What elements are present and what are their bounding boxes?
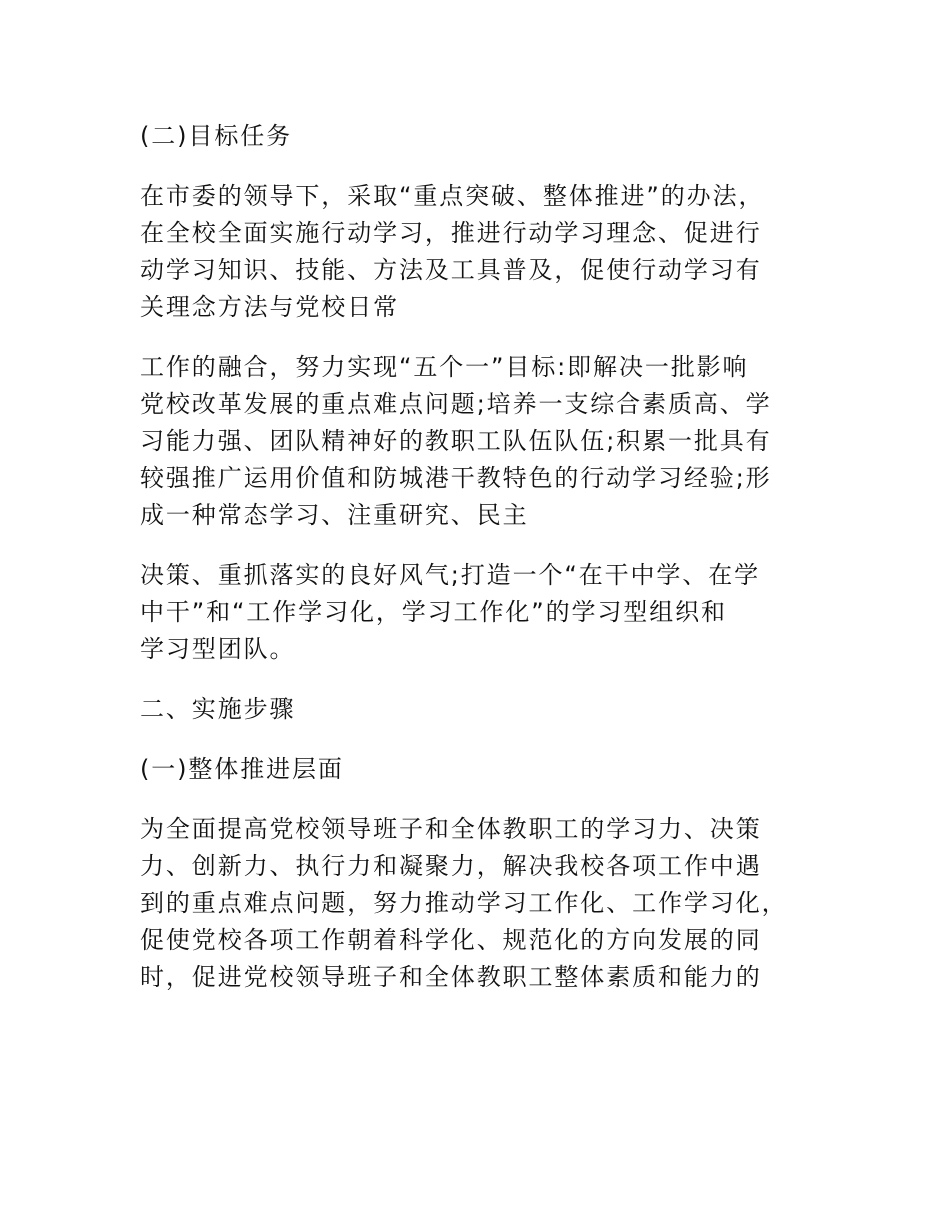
text-line: 关理念方法与党校日常 <box>140 293 399 321</box>
text-line: 成一种常态学习、注重研究、民主 <box>140 501 529 529</box>
section-heading-overall <box>140 751 830 788</box>
text-line: 较强推广运用价值和防城港干教特色的行动学习经验;形 <box>140 464 772 492</box>
text-line: 工作的融合，努力实现“五个一”目标:即解决一批影响 <box>140 353 749 381</box>
text-line: 动学习知识、技能、方法及工具普及，促使行动学习有 <box>140 256 762 284</box>
text-line: 在全校全面实施行动学习，推进行动学习理念、促进行 <box>140 219 762 247</box>
text-line: (一)整体推进层面 <box>140 755 344 783</box>
paragraph <box>140 811 830 996</box>
paragraph <box>140 349 830 534</box>
paragraph <box>140 557 830 668</box>
text-line: 时，促进党校领导班子和全体教职工整体素质和能力的 <box>140 963 762 991</box>
text-line: 在市委的领导下，采取“重点突破、整体推进”的办法， <box>140 182 765 210</box>
document-page <box>140 118 830 1019</box>
text-line: 二、实施步骤 <box>140 695 296 723</box>
text-line: 学习型团队。 <box>140 635 296 663</box>
text-line: 力、创新力、执行力和凝聚力，解决我校各项工作中遇 <box>140 852 762 880</box>
text-line: (二)目标任务 <box>140 122 293 150</box>
paragraph <box>140 178 830 326</box>
section-heading-steps <box>140 691 830 728</box>
section-heading-goals <box>140 118 830 155</box>
text-line: 决策、重抓落实的良好风气;打造一个“在干中学、在学 <box>140 561 761 589</box>
text-line: 习能力强、团队精神好的教职工队伍队伍;积累一批具有 <box>140 427 772 455</box>
text-line: 为全面提高党校领导班子和全体教职工的学习力、决策 <box>140 815 762 843</box>
text-line: 中干”和“工作学习化，学习工作化”的学习型组织和 <box>140 598 727 626</box>
text-line: 党校改革发展的重点难点问题;培养一支综合素质高、学 <box>140 390 772 418</box>
text-line: 促使党校各项工作朝着科学化、规范化的方向发展的同 <box>140 926 762 954</box>
text-line: 到的重点难点问题，努力推动学习工作化、工作学习化， <box>140 889 788 917</box>
